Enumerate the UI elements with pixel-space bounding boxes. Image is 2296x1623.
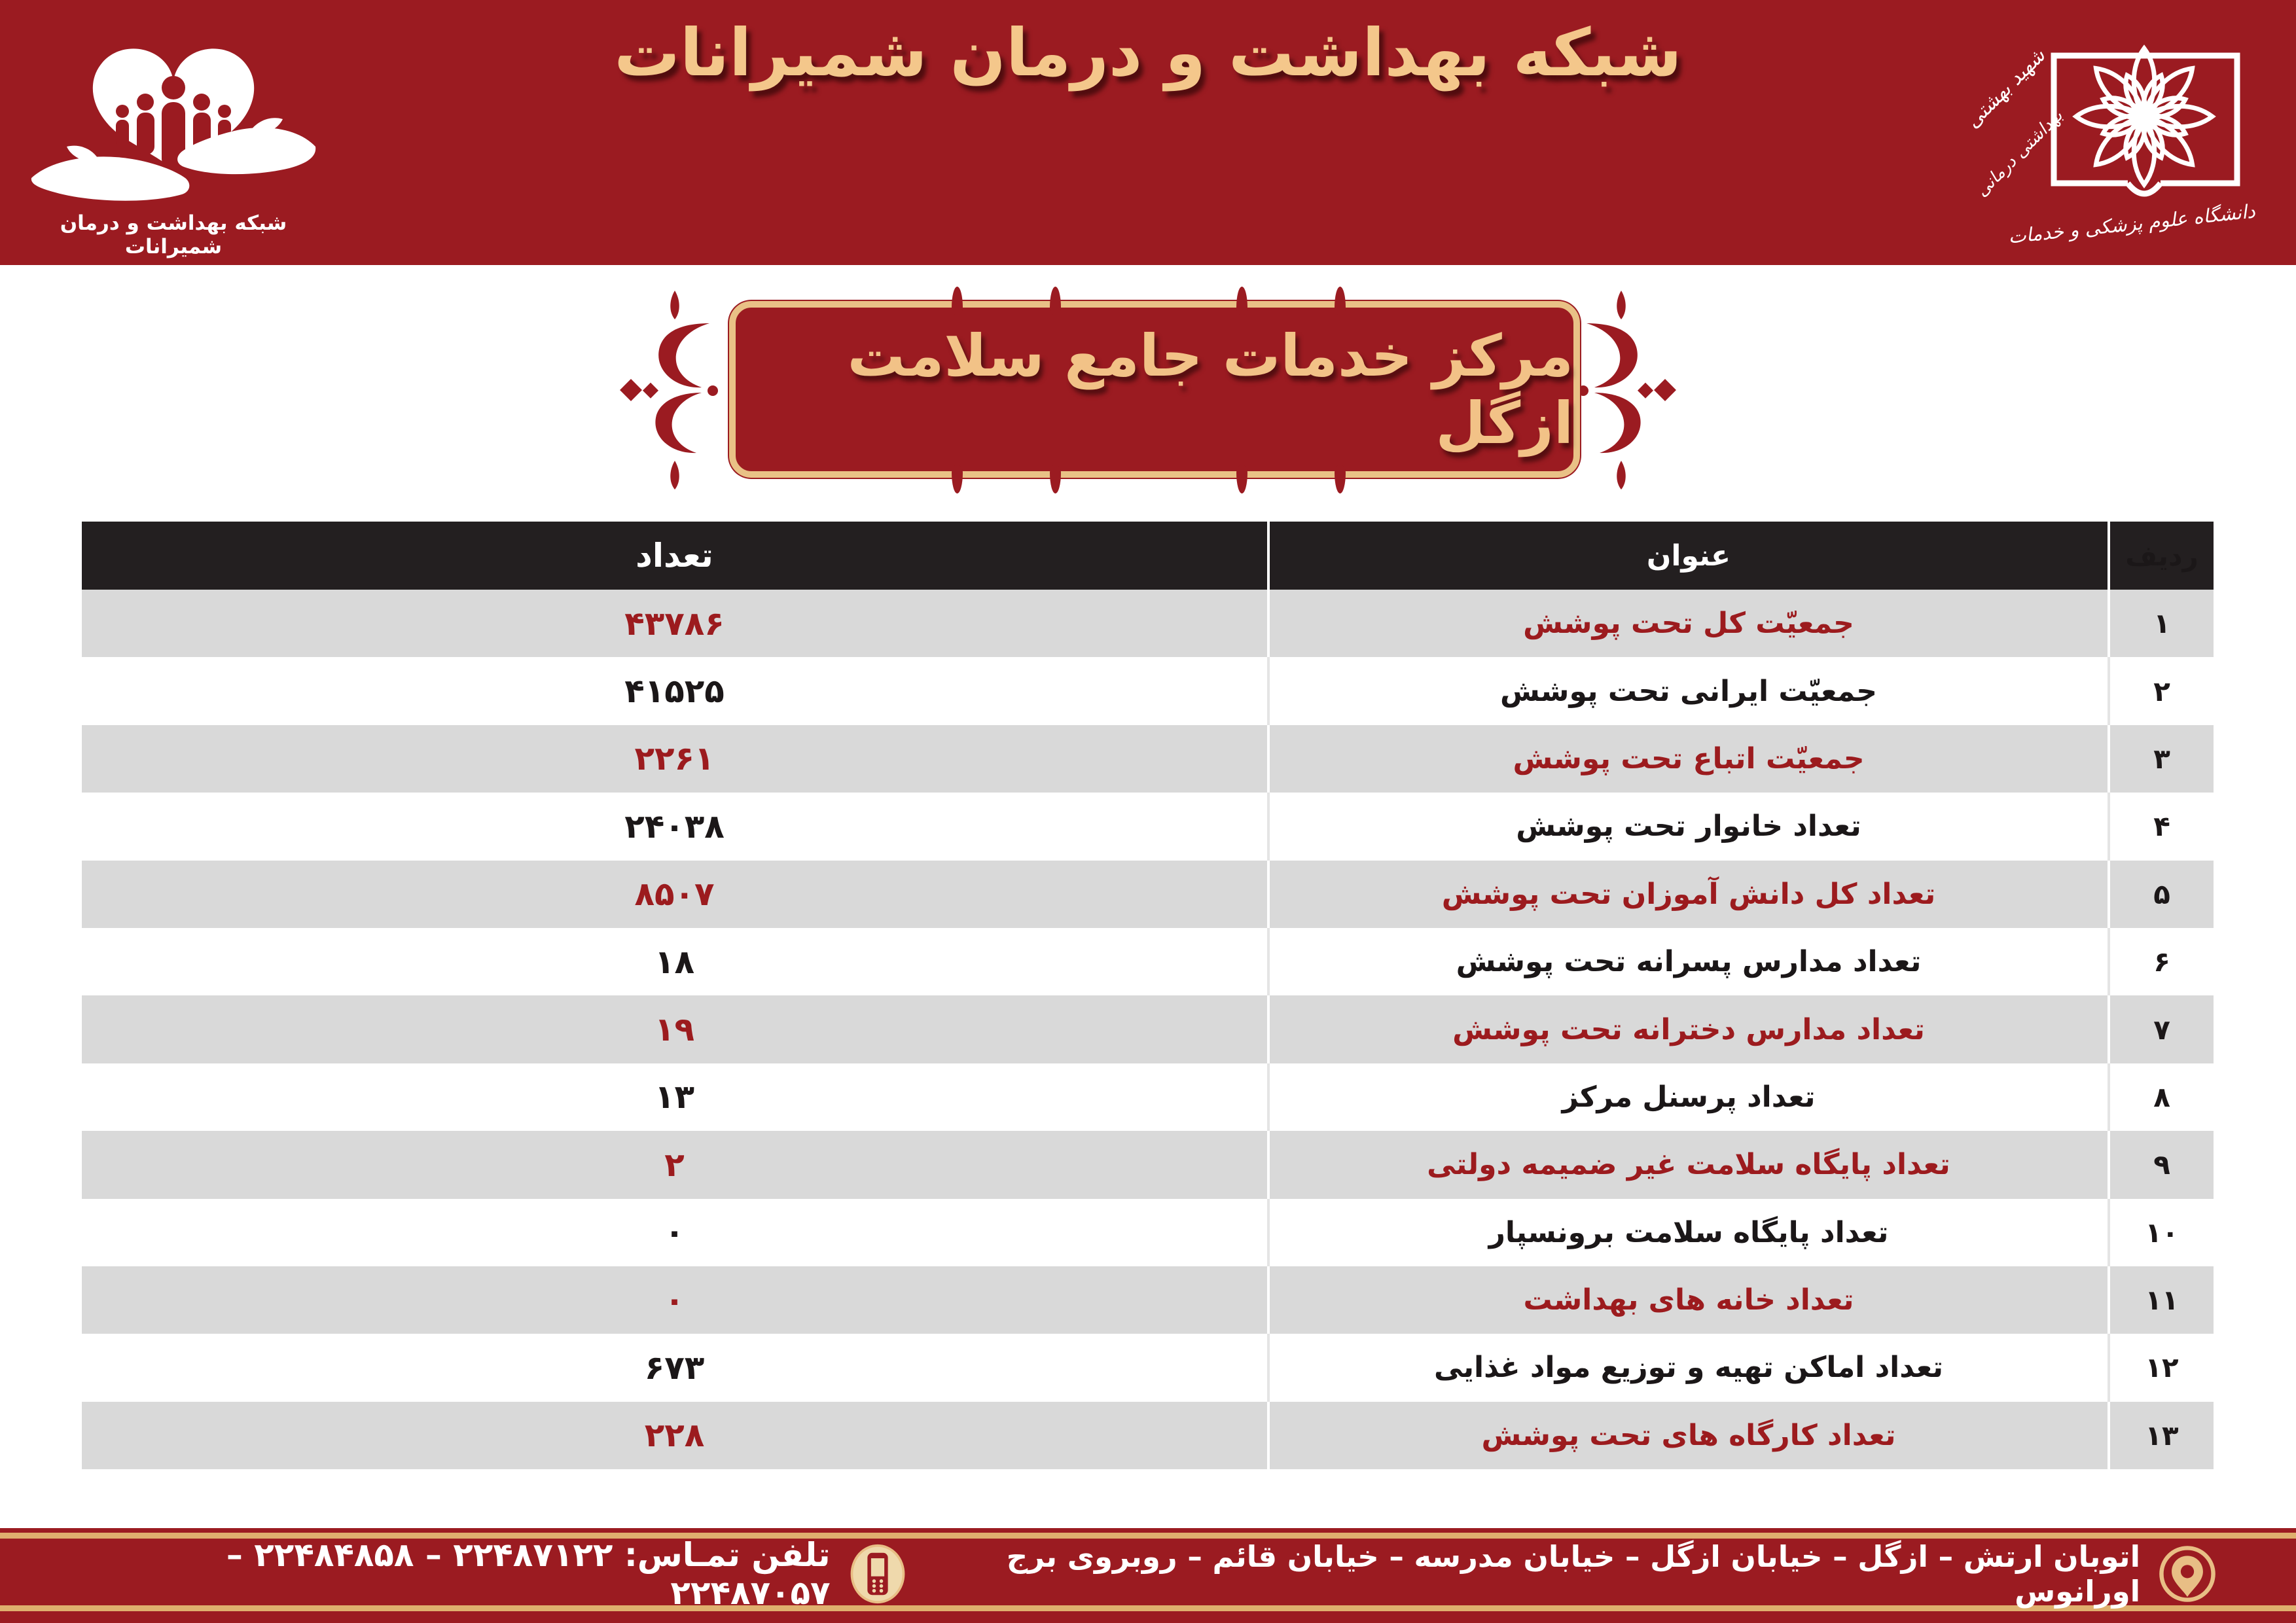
- health-network-logo: [20, 4, 327, 262]
- table-row: [82, 793, 2214, 860]
- table-row: [82, 725, 2214, 793]
- university-side-text-1: بهداشتی درمانی: [1972, 106, 2067, 201]
- banner-drop-icon: [1335, 287, 1346, 315]
- cell-no: ۱۰: [2145, 1216, 2179, 1249]
- phone-label: تلفن تمـاس:: [624, 1536, 831, 1574]
- phone-icon: [848, 1544, 908, 1604]
- cell-title: تعداد پرسنل مرکز: [1267, 1063, 2110, 1131]
- banner-drop-icon: [1236, 465, 1247, 493]
- table-row: [82, 1402, 2214, 1469]
- cell-title: تعداد کارگاه های تحت پوشش: [1267, 1402, 2110, 1469]
- banner-drop-icon: [952, 287, 963, 315]
- header-band: [0, 0, 2296, 265]
- phone-numbers: ۲۲۴۸۷۱۲۲ – ۲۲۴۸۴۸۵۸ – ۲۲۴۸۷۰۵۷: [226, 1536, 831, 1612]
- cell-title: تعداد خانوار تحت پوشش: [1267, 793, 2110, 860]
- phone-text: [79, 1536, 831, 1612]
- cell-title: تعداد مدارس دخترانه تحت پوشش: [1267, 995, 2110, 1063]
- banner-drop-icon: [1236, 287, 1247, 315]
- cell-no: ۳: [2153, 742, 2170, 775]
- table-row: [82, 861, 2214, 928]
- banner-drop-icon: [1050, 287, 1061, 315]
- table-header-row: [82, 522, 2214, 590]
- university-side-text-2: شهید بهشتی: [1961, 44, 2050, 133]
- table-row: [82, 1063, 2214, 1131]
- cell-no: ۵: [2153, 878, 2170, 910]
- cell-no: ۷: [2153, 1013, 2170, 1046]
- banner-drop-icon: [952, 465, 963, 493]
- cell-no: ۶: [2153, 946, 2170, 978]
- banner-title: مرکز خدمات جامع سلامت ازگل: [847, 322, 1573, 457]
- cell-count: ۶۷۳: [644, 1348, 705, 1387]
- footer-content: [79, 1536, 2217, 1612]
- cell-no: ۲: [2153, 675, 2170, 707]
- table-row: [82, 657, 2214, 724]
- university-bottom-text: دانشگاه علوم پزشکی و خدمات: [2007, 200, 2257, 248]
- cell-count: ۸۵۰۷: [634, 875, 715, 914]
- cell-no: ۱۱: [2145, 1284, 2179, 1317]
- cell-title: تعداد پایگاه سلامت برونسپار: [1267, 1199, 2110, 1266]
- phone-group: [79, 1536, 908, 1612]
- page-title: شبکه بهداشت و درمان شمیرانات: [614, 14, 1682, 91]
- cell-count: ۱۳: [654, 1078, 695, 1116]
- header-cell-count: تعداد: [636, 537, 713, 575]
- left-logo-caption: شبکه بهداشت و درمان شمیرانات: [60, 211, 287, 259]
- cell-count: ۲۲۸: [644, 1416, 705, 1455]
- cell-title: جمعیّت ایرانی تحت پوشش: [1267, 657, 2110, 724]
- university-logo: [1933, 0, 2289, 265]
- cell-no: ۱: [2153, 607, 2170, 640]
- cell-title: تعداد اماکن تهیه و توزیع مواد غذایی: [1267, 1334, 2110, 1401]
- cell-count: ۴۳۷۸۶: [624, 604, 725, 643]
- university-emblem-icon: [1933, 0, 2289, 265]
- header-cell-title: عنوان: [1267, 522, 2110, 590]
- cell-no: ۸: [2153, 1080, 2170, 1113]
- table-body: [82, 590, 2214, 1469]
- table-row: [82, 1334, 2214, 1401]
- cell-count: ۱۸: [654, 942, 695, 981]
- banner-drop-icon: [1050, 465, 1061, 493]
- cell-title: تعداد پایگاه سلامت غیر ضمیمه دولتی: [1267, 1131, 2110, 1198]
- footer-band: [0, 1528, 2296, 1623]
- cell-count: ۲۴۰۳۸: [624, 807, 725, 846]
- cell-title: تعداد خانه های بهداشت: [1267, 1266, 2110, 1334]
- cell-title: جمعیّت اتباع تحت پوشش: [1267, 725, 2110, 793]
- statistics-table: [82, 522, 2214, 1469]
- address-group: [908, 1539, 2217, 1609]
- center-name-banner: [611, 289, 1685, 492]
- table-row: [82, 1131, 2214, 1198]
- header-cell-row-no: ردیف: [2125, 539, 2198, 572]
- table-row: [82, 928, 2214, 995]
- cell-no: ۴: [2153, 810, 2170, 843]
- cell-count: ۱۹: [654, 1010, 695, 1049]
- cell-title: تعداد کل دانش آموزان تحت پوشش: [1267, 861, 2110, 928]
- banner-flourish-right-icon: [1567, 289, 1685, 492]
- cell-no: ۱۳: [2145, 1419, 2179, 1452]
- cell-count: ۰: [664, 1281, 685, 1319]
- cell-count: ۴۱۵۲۵: [624, 672, 725, 711]
- cell-title: جمعیّت کل تحت پوشش: [1267, 590, 2110, 657]
- table-row: [82, 1266, 2214, 1334]
- table-row: [82, 590, 2214, 657]
- address-text: اتوبان ارتش – ازگل – خیابان ازگل – خیابان مدرسه – خیابان قائم – روبروی برج اورانوس: [1006, 1539, 2140, 1609]
- cell-count: ۲: [664, 1145, 685, 1184]
- cell-no: ۹: [2153, 1149, 2170, 1181]
- cell-no: ۱۲: [2145, 1351, 2179, 1384]
- cell-count: ۰: [664, 1213, 685, 1252]
- table-row: [82, 995, 2214, 1063]
- banner-drop-icon: [1335, 465, 1346, 493]
- cell-title: تعداد مدارس پسرانه تحت پوشش: [1267, 928, 2110, 995]
- table-row: [82, 1199, 2214, 1266]
- location-pin-icon: [2157, 1544, 2217, 1604]
- banner-box: [729, 301, 1580, 478]
- banner-flourish-left-icon: [611, 289, 729, 492]
- cell-count: ۲۲۶۱: [634, 740, 715, 778]
